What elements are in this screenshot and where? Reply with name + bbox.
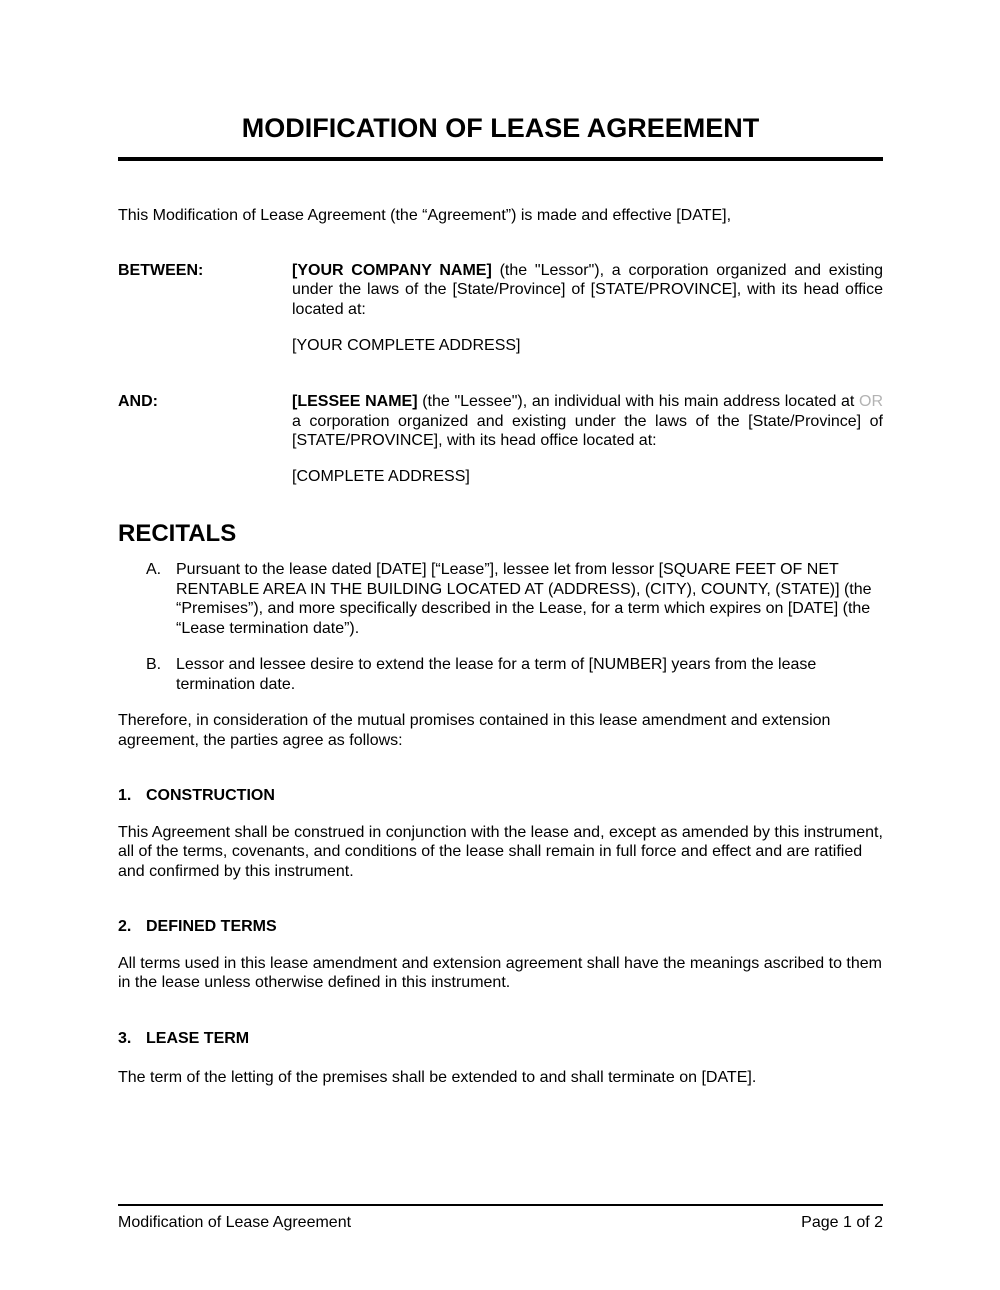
lessee-name-placeholder: [LESSEE NAME] <box>292 393 418 410</box>
section-title-1: CONSTRUCTION <box>146 787 275 804</box>
section-title-2: DEFINED TERMS <box>146 918 277 935</box>
recital-item-b <box>146 655 883 694</box>
footer-page-number: Page 1 of 2 <box>801 1214 883 1231</box>
page-footer <box>118 1204 883 1233</box>
lessee-description-part2: a corporation organized and existing under the laws of the [State/Province] of [STATE/PROVINCE], with its head office located at: <box>292 412 883 449</box>
party-label-and: AND: <box>118 393 158 410</box>
lessor-name-placeholder: [YOUR COMPANY NAME] <box>292 261 492 279</box>
party-text-and <box>292 392 883 451</box>
party-block-between <box>118 261 883 356</box>
section-number-3: 3. <box>118 1029 132 1047</box>
recital-text-a: Pursuant to the lease dated [DATE] [“Lease”], lessee let from lessor [SQUARE FEET OF NET RENTABLE AREA IN THE BUILDING LOCATED AT (ADDRESS), (CITY), COUNTY, (STATE)] (the “Premises”), and more specifically described in the Lease, for a term which expires on [DATE] (the “Lease termination date”). <box>176 561 872 637</box>
section-heading-defined-terms <box>118 917 883 937</box>
section-number-2: 2. <box>118 918 132 935</box>
title-rule <box>118 157 883 161</box>
document-title: MODIFICATION OF LEASE AGREEMENT <box>241 113 760 143</box>
party-label-between: BETWEEN: <box>118 261 204 279</box>
section-body-lease-term: The term of the letting of the premises shall be extended to and shall terminate on [DATE]. <box>118 1069 757 1086</box>
section-body-defined-terms: All terms used in this lease amendment and extension agreement shall have the meanings ascribed to them in the lease unless otherwise defined in this instrument. <box>118 954 882 991</box>
lessor-address-placeholder: [YOUR COMPLETE ADDRESS] <box>292 336 521 354</box>
section-number-1: 1. <box>118 787 132 804</box>
recital-item-a <box>146 560 883 638</box>
therefore-paragraph: Therefore, in consideration of the mutual promises contained in this lease amendment and extension agreement, the parties agree as follows: <box>118 712 831 749</box>
party-body-between <box>292 261 883 356</box>
lessee-description-part1: (the "Lessee"), an individual with his main address located at <box>417 393 860 410</box>
or-word: OR <box>859 393 884 410</box>
party-block-and <box>118 392 883 487</box>
footer-document-name: Modification of Lease Agreement <box>118 1214 352 1231</box>
section-title-3: LEASE TERM <box>146 1029 250 1047</box>
party-text-between <box>292 261 883 320</box>
section-heading-lease-term <box>118 1029 883 1049</box>
recitals-heading: RECITALS <box>118 519 237 547</box>
section-heading-construction <box>118 786 883 806</box>
lessor-description: (the "Lessor"), a corporation organized and existing under the laws of the [State/Province] of [STATE/PROVINCE], with its head office located at: <box>292 261 883 318</box>
recital-marker-a: A. <box>146 561 162 578</box>
party-body-and <box>292 392 883 487</box>
document-content <box>0 112 1000 1088</box>
lessee-address-placeholder: [COMPLETE ADDRESS] <box>292 468 470 485</box>
intro-paragraph: This Modification of Lease Agreement (the “Agreement”) is made and effective [DATE], <box>118 207 732 224</box>
recital-text-b: Lessor and lessee desire to extend the lease for a term of [NUMBER] years from the lease termination date. <box>176 656 817 693</box>
recital-marker-b: B. <box>146 656 162 673</box>
section-body-construction: This Agreement shall be construed in conjunction with the lease and, except as amended by this instrument, all of the terms, covenants, and conditions of the lease shall remain in full force and effect and are ratified and confirmed by this instrument. <box>118 823 883 880</box>
